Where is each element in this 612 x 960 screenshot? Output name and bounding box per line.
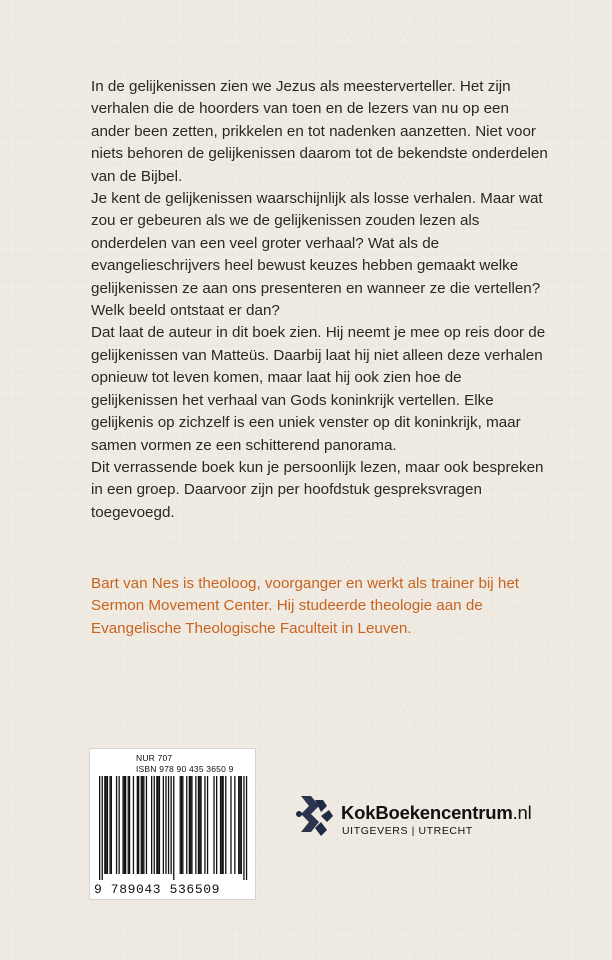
barcode-digits: 9 789043 536509 [94, 882, 221, 897]
blurb-paragraph-4: Dit verrassende boek kun je persoonlijk lezen, maar ook bespreken in een groep. Daarvoor zijn per hoofdstuk gespreksvragen toegevoegd. [91, 458, 544, 521]
isbn-barcode [89, 748, 256, 900]
author-bio-text: Bart van Nes is theoloog, voorganger en werkt als trainer bij het Sermon Movement Center. Hij studeerde theologie aan de Evangelische Theologische Faculteit in Leuven. [91, 575, 520, 637]
nur-code: NUR 707 [136, 753, 173, 763]
isbn-number: ISBN 978 90 435 3650 9 [136, 764, 234, 774]
publisher-name-suffix: .nl [512, 802, 532, 823]
blurb-paragraph-3: Dat laat de auteur in dit boek zien. Hij neemt je mee op reis door de gelijkenissen van Matteüs. Daarbij laat hij niet alleen deze verhalen opnieuw tot leven komen, maar laat hij ook zien hoe de gelijkenissen het verhaal van Gods koninkrijk vertellen. Elke gelijkenis op zichzelf is een uniek venster op dit koninkrijk, maar samen vormen ze een schitterend panorama. [91, 324, 546, 454]
kok-boekencentrum-logo-icon [293, 792, 337, 840]
blurb-paragraph-2: Je kent de gelijkenissen waarschijnlijk als losse verhalen. Maar wat zou er gebeuren als we de gelijkenissen zouden lezen als onderdelen van een veel groter verhaal? Wat als de evangelieschrijvers heel bewust keuzes hebben gemaakt welke gelijkenissen ze aan ons presenteren en wanneer ze die vertellen? Welk beeld ontstaat er dan? [91, 190, 543, 320]
publisher-logo [293, 792, 573, 842]
publisher-subtitle: UITGEVERS | UTRECHT [342, 825, 473, 837]
blurb-paragraph-1: In de gelijkenissen zien we Jezus als meesterverteller. Het zijn verhalen die de hoorders van toen en de lezers van nu op een ander been zetten, prikkelen en tot nadenken aanzetten. Niet voor niets behoren de gelijkenissen daarom tot de bekendste onderdelen van de Bijbel. [91, 78, 548, 185]
author-bio [91, 573, 551, 640]
blurb-text [91, 76, 551, 524]
publisher-name-main: KokBoekencentrum [341, 802, 513, 823]
barcode-bars [93, 776, 252, 880]
publisher-name [341, 802, 532, 824]
